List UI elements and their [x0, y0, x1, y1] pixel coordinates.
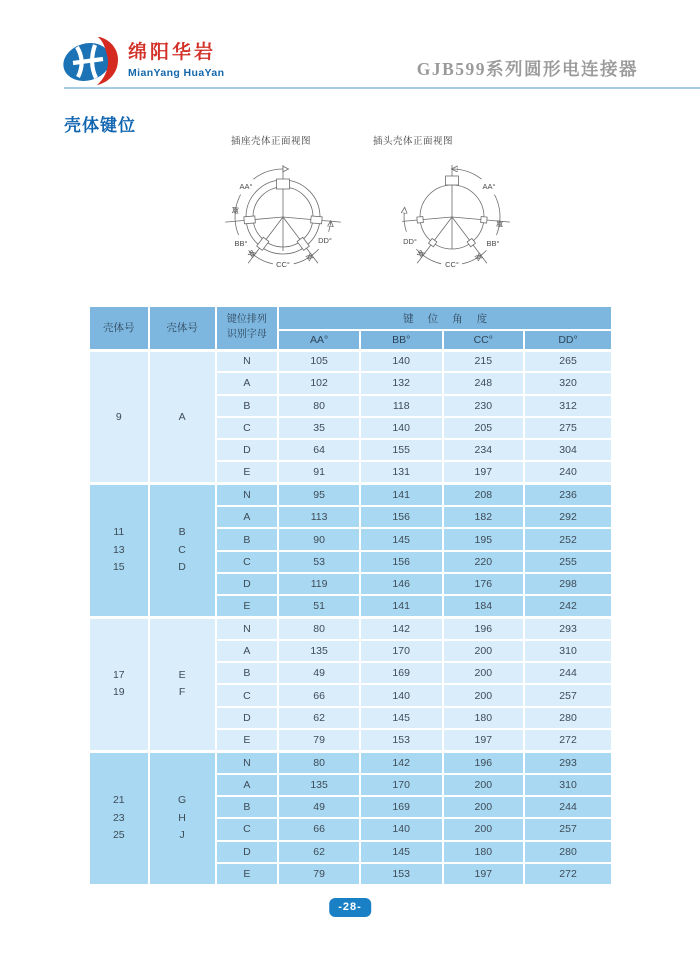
angle-cc-cell: 195 — [443, 528, 525, 550]
key-letter-cell: C — [216, 684, 279, 706]
angle-bb-cell: 169 — [360, 662, 443, 684]
angle-aa-cell: 79 — [278, 729, 360, 751]
angle-aa-cell: 90 — [278, 528, 360, 550]
angle-cc-cell: 180 — [443, 841, 525, 863]
key-letter-cell: A — [216, 774, 279, 796]
brand-text — [128, 43, 224, 79]
table-row — [89, 350, 612, 372]
key-position-table — [88, 305, 613, 886]
angle-dd-cell: 292 — [524, 506, 612, 528]
angle-dd-cell: 272 — [524, 729, 612, 751]
angle-bb-cell: 156 — [360, 506, 443, 528]
angle-aa-cell: 49 — [278, 796, 360, 818]
angle-cc-cell: 248 — [443, 372, 525, 394]
angle-dd-cell: 255 — [524, 551, 612, 573]
header-divider — [64, 87, 700, 89]
angle-dd-cell: 252 — [524, 528, 612, 550]
angle-aa-cell: 113 — [278, 506, 360, 528]
angle-aa-cell: 80 — [278, 395, 360, 417]
angle-dd-cell: 310 — [524, 640, 612, 662]
shell-cell: 9 — [89, 350, 149, 484]
col-header-cc: CC° — [443, 330, 525, 350]
angle-cc-cell: 200 — [443, 662, 525, 684]
plug-diagram-title: 插头壳体正面视图 — [373, 136, 454, 147]
angle-aa-cell: 102 — [278, 372, 360, 394]
angle-aa-cell: 66 — [278, 684, 360, 706]
angle-cc-cell: 180 — [443, 707, 525, 729]
shell-cell: 17 19 — [89, 618, 149, 752]
angle-cc-cell: 196 — [443, 618, 525, 640]
plug-angle-label-aa: AA° — [482, 182, 496, 191]
angle-dd-cell: 236 — [524, 484, 612, 506]
angle-dd-cell: 242 — [524, 595, 612, 617]
angle-cc-cell: 197 — [443, 461, 525, 483]
angle-cc-cell: 230 — [443, 395, 525, 417]
key-letter-cell: E — [216, 863, 279, 885]
key-letter-cell: N — [216, 484, 279, 506]
key-letter-cell: D — [216, 439, 279, 461]
brand-name-cn: 绵阳华岩 — [128, 42, 217, 63]
socket-angle-label-bb: BB° — [234, 239, 248, 248]
table-body — [89, 350, 612, 885]
key-letter-cell: B — [216, 528, 279, 550]
angle-bb-cell: 132 — [360, 372, 443, 394]
angle-aa-cell: 135 — [278, 640, 360, 662]
key-letter-cell: E — [216, 729, 279, 751]
angle-cc-cell: 208 — [443, 484, 525, 506]
key-letter-cell: C — [216, 551, 279, 573]
angle-aa-cell: 80 — [278, 618, 360, 640]
socket-angle-label-cc: CC° — [276, 260, 290, 269]
angle-cc-cell: 200 — [443, 796, 525, 818]
col-header-shell-1: 壳体号 — [89, 306, 149, 350]
angle-cc-cell: 196 — [443, 751, 525, 773]
angle-bb-cell: 142 — [360, 751, 443, 773]
plug-angle-label-cc: CC° — [445, 260, 459, 269]
angle-bb-cell: 140 — [360, 818, 443, 840]
angle-aa-cell: 66 — [278, 818, 360, 840]
angle-cc-cell: 215 — [443, 350, 525, 372]
angle-cc-cell: 220 — [443, 551, 525, 573]
angle-bb-cell: 145 — [360, 528, 443, 550]
table-row — [89, 618, 612, 640]
col-header-shell-2: 壳体号 — [149, 306, 216, 350]
angle-cc-cell: 184 — [443, 595, 525, 617]
angle-bb-cell: 153 — [360, 863, 443, 885]
angle-cc-cell: 197 — [443, 863, 525, 885]
angle-cc-cell: 197 — [443, 729, 525, 751]
angle-bb-cell: 146 — [360, 573, 443, 595]
brand-logo-icon — [62, 36, 124, 86]
angle-dd-cell: 272 — [524, 863, 612, 885]
angle-bb-cell: 118 — [360, 395, 443, 417]
angle-dd-cell: 275 — [524, 417, 612, 439]
letter-cell: A — [149, 350, 216, 484]
angle-dd-cell: 265 — [524, 350, 612, 372]
key-letter-cell: E — [216, 595, 279, 617]
angle-aa-cell: 62 — [278, 707, 360, 729]
angle-aa-cell: 91 — [278, 461, 360, 483]
key-letter-cell: C — [216, 818, 279, 840]
angle-aa-cell: 62 — [278, 841, 360, 863]
angle-bb-cell: 140 — [360, 684, 443, 706]
angle-aa-cell: 53 — [278, 551, 360, 573]
angle-bb-cell: 169 — [360, 796, 443, 818]
document-title: GJB599系列圆形电连接器 — [416, 59, 638, 79]
angle-cc-cell: 176 — [443, 573, 525, 595]
key-letter-cell: D — [216, 573, 279, 595]
angle-cc-cell: 200 — [443, 774, 525, 796]
angle-bb-cell: 140 — [360, 350, 443, 372]
angle-cc-cell: 234 — [443, 439, 525, 461]
angle-bb-cell: 155 — [360, 439, 443, 461]
angle-dd-cell: 257 — [524, 818, 612, 840]
angle-dd-cell: 310 — [524, 774, 612, 796]
page-number-badge: -28- — [329, 898, 371, 917]
letter-cell: B C D — [149, 484, 216, 618]
angle-aa-cell: 49 — [278, 662, 360, 684]
angle-aa-cell: 105 — [278, 350, 360, 372]
section-title: 壳体键位 — [64, 116, 136, 135]
angle-dd-cell: 257 — [524, 684, 612, 706]
shell-cell: 11 13 15 — [89, 484, 149, 618]
plug-angle-label-dd: DD° — [403, 237, 417, 246]
col-header-aa: AA° — [278, 330, 360, 350]
angle-aa-cell: 95 — [278, 484, 360, 506]
socket-angle-label-aa: AA° — [239, 182, 253, 191]
angle-dd-cell: 320 — [524, 372, 612, 394]
plug-angle-label-bb: BB° — [486, 239, 500, 248]
key-letter-cell: C — [216, 417, 279, 439]
angle-dd-cell: 244 — [524, 796, 612, 818]
angle-aa-cell: 35 — [278, 417, 360, 439]
angle-dd-cell: 280 — [524, 841, 612, 863]
socket-shell-diagram — [208, 147, 358, 283]
angle-dd-cell: 244 — [524, 662, 612, 684]
angle-bb-cell: 170 — [360, 640, 443, 662]
angle-aa-cell: 64 — [278, 439, 360, 461]
key-letter-cell: B — [216, 395, 279, 417]
angle-cc-cell: 205 — [443, 417, 525, 439]
col-header-angle-group: 键位角度 — [278, 306, 612, 330]
angle-aa-cell: 119 — [278, 573, 360, 595]
key-letter-cell: A — [216, 640, 279, 662]
col-header-key-id — [216, 306, 279, 350]
socket-angle-label-dd: DD° — [318, 236, 332, 245]
key-letter-cell: D — [216, 707, 279, 729]
key-letter-cell: A — [216, 372, 279, 394]
key-letter-cell: D — [216, 841, 279, 863]
angle-aa-cell: 79 — [278, 863, 360, 885]
key-letter-cell: N — [216, 350, 279, 372]
angle-bb-cell: 141 — [360, 484, 443, 506]
key-letter-cell: B — [216, 662, 279, 684]
angle-bb-cell: 156 — [360, 551, 443, 573]
angle-bb-cell: 145 — [360, 841, 443, 863]
key-letter-cell: B — [216, 796, 279, 818]
col-header-key-id-line2: 识别字母 — [226, 328, 267, 340]
angle-bb-cell: 131 — [360, 461, 443, 483]
table-row — [89, 751, 612, 773]
angle-dd-cell: 240 — [524, 461, 612, 483]
angle-bb-cell: 140 — [360, 417, 443, 439]
angle-cc-cell: 182 — [443, 506, 525, 528]
angle-bb-cell: 170 — [360, 774, 443, 796]
key-letter-cell: A — [216, 506, 279, 528]
angle-dd-cell: 293 — [524, 618, 612, 640]
angle-dd-cell: 304 — [524, 439, 612, 461]
letter-cell: G H J — [149, 751, 216, 885]
col-header-bb: BB° — [360, 330, 443, 350]
angle-dd-cell: 298 — [524, 573, 612, 595]
angle-cc-cell: 200 — [443, 684, 525, 706]
socket-diagram-title: 插座壳体正面视图 — [231, 136, 312, 147]
angle-dd-cell: 293 — [524, 751, 612, 773]
angle-dd-cell: 280 — [524, 707, 612, 729]
angle-aa-cell: 135 — [278, 774, 360, 796]
angle-bb-cell: 145 — [360, 707, 443, 729]
angle-cc-cell: 200 — [443, 818, 525, 840]
col-header-dd: DD° — [524, 330, 612, 350]
angle-aa-cell: 80 — [278, 751, 360, 773]
key-letter-cell: N — [216, 751, 279, 773]
angle-cc-cell: 200 — [443, 640, 525, 662]
brand-name-en: MianYang HuaYan — [128, 66, 225, 79]
table-row — [89, 484, 612, 506]
shell-cell: 21 23 25 — [89, 751, 149, 885]
angle-dd-cell: 312 — [524, 395, 612, 417]
angle-bb-cell: 142 — [360, 618, 443, 640]
angle-bb-cell: 153 — [360, 729, 443, 751]
key-letter-cell: N — [216, 618, 279, 640]
key-letter-cell: E — [216, 461, 279, 483]
letter-cell: E F — [149, 618, 216, 752]
angle-bb-cell: 141 — [360, 595, 443, 617]
plug-shell-diagram — [377, 147, 527, 283]
col-header-key-id-line1: 键位排列 — [226, 314, 267, 326]
angle-aa-cell: 51 — [278, 595, 360, 617]
